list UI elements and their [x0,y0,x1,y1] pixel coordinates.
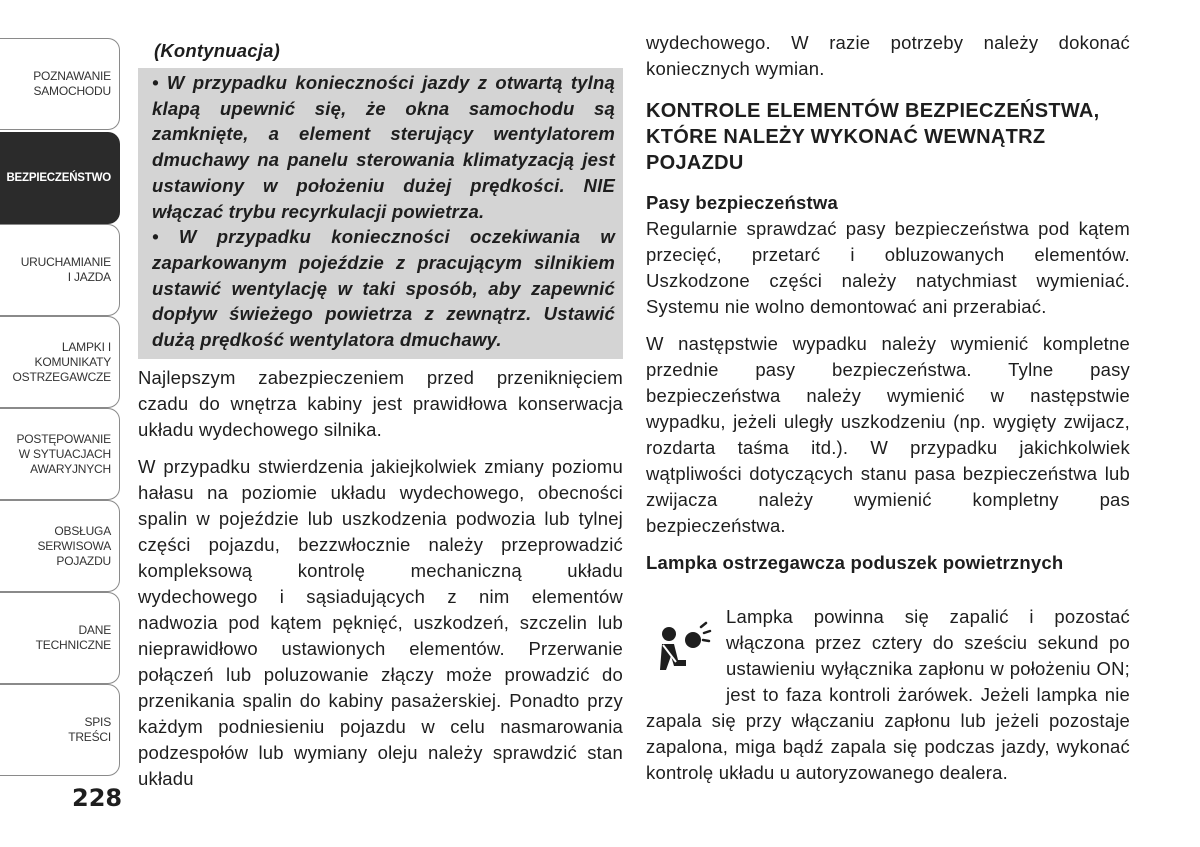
right-column [646,30,1130,786]
tab-spis-tresci[interactable]: SPIS TREŚCI [0,684,120,776]
tab-postepowanie-awaryjne[interactable]: POSTĘPOWANIE W SYTUACJACH AWARYJNYCH [0,408,120,500]
page-number: 228 [72,784,123,812]
continuation-label: (Kontynuacja) [154,40,280,61]
tab-obsluga-serwisowa[interactable]: OBSŁUGA SERWISOWA POJAZDU [0,500,120,592]
sidebar-tabs [0,0,122,847]
tab-poznawanie-samochodu[interactable]: POZNAWANIE SAMOCHODU [0,38,120,130]
tab-bezpieczenstwo[interactable]: BEZPIECZEŃSTWO [0,132,120,224]
body-paragraph: W przypadku stwierdzenia jakiejkolwiek zmiany poziomu hałasu na poziomie układu wydechowego, obecności spalin w pojeździe lub uszkodzenia podwozia lub tylnej części pojazdu, bezzwłocznie należy przeprowadzić kompleksową kontrolę mechaniczną układu wydechowego i sąsiadujących z nim elementów nadwozia pod kątem pęknięć, uszkodzeń, szczelin lub nieprawidłowo ustawionych elementów. Przerwanie połączeń lub poluzowanie złączy może prowadzić do przenikania spalin do kabiny pasażerskiej. Ponadto przy każdym podniesieniu pojazdu w celu nasmarowania podzespołów lub wymiany oleju należy sprawdzić stan układu [138,455,623,789]
body-paragraph: W następstwie wypadku należy wymienić kompletne przednie pasy bezpieczeństwa. Tylne pasy bezpieczeństwa należy wymienić w następstwie wypadku, jeżeli uległy uszkodzeniu (np. wygięty zwijacz, rozdarta taśma itd.). W przypadku jakichkolwiek wątpliwości dotyczących stanu pasa bezpieczeństwa lub zwijacza należy wymienić kompletny pas bezpieczeństwa. [646,333,1130,536]
subheading-seatbelts: Pasy bezpieczeństwa [646,192,838,213]
airbag-lamp-text: Lampka powinna się zapalić i pozostać włączona przez cztery do sześciu sekund po ustawieniu wyłącznika zapłonu w położeniu ON; jest to faza kontroli żarówek. Jeżeli lampka nie zapala się przy włączaniu zapłonu lub jeżeli pozostaje zapalona, miga bądź zapala się podczas jazdy, wykonać kontrolę układu u autoryzowanego dealera. [646,606,1130,783]
left-column [138,30,623,803]
subheading-airbag-lamp: Lampka ostrzegawcza poduszek powietrznych [646,552,1064,573]
airbag-lamp-block [646,604,1130,786]
body-paragraph: Regularnie sprawdzać pasy bezpieczeństwa pod kątem przecięć, przetarć i obluzowanych elementów. Uszkodzone części należy natychmiast wymieniać. Systemu nie wolno demontować ani przerabiać. [646,218,1130,317]
tab-dane-techniczne[interactable]: DANE TECHNICZNE [0,592,120,684]
warning-bullet: • W przypadku konieczności oczekiwania w zaparkowanym pojeździe z pracującym silnikiem ustawić wentylację w taki sposób, aby zapewnić dopływ świeżego powietrza z zewnątrz. Ustawić dużą prędkość wentylatora dmuchawy. [152,226,615,351]
tab-lampki-i-komunikaty[interactable]: LAMPKI I KOMUNIKATY OSTRZEGAWCZE [0,316,120,408]
airbag-warning-icon [646,612,720,692]
body-paragraph: Najlepszym zabezpieczeniem przed przeniknięciem czadu do wnętrza kabiny jest prawidłowa konserwacja układu wydechowego silnika. [138,366,623,440]
warning-bullet: • W przypadku konieczności jazdy z otwartą tylną klapą upewnić się, że okna samochodu są zamknięte, a element sterujący wentylatorem dmuchawy na panelu sterowania klimatyzacją jest ustawiony w położeniu dużej prędkości. NIE włączać trybu recyrkulacji powietrza. [152,72,615,222]
section-heading: KONTROLE ELEMENTÓW BEZPIECZEŃSTWA, KTÓRE NALEŻY WYKONAĆ WEWNĄTRZ POJAZDU [646,100,1100,174]
tab-uruchamianie-i-jazda[interactable]: URUCHAMIANIE I JAZDA [0,224,120,316]
body-paragraph: wydechowego. W razie potrzeby należy dokonać koniecznych wymian. [646,32,1130,79]
warning-box [138,68,623,359]
